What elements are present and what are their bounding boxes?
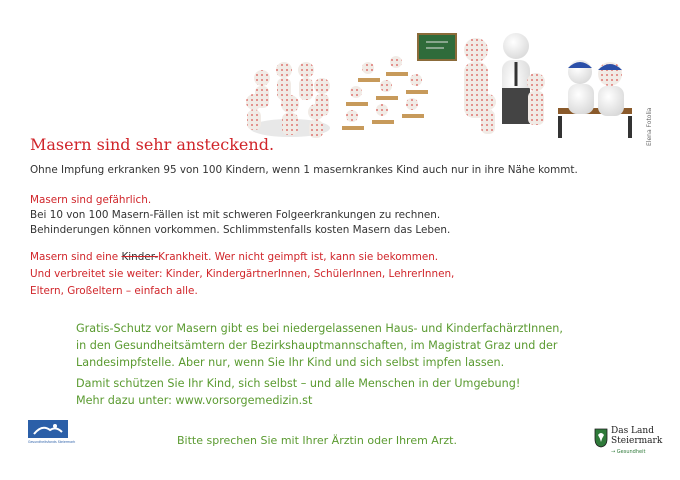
danger-line-2: Behinderungen können vorkommen. Schlimmstenfalls kosten Masern das Leben.	[30, 224, 451, 236]
land-logo-line-2: Steiermark	[611, 436, 663, 446]
protection-line-3: Landesimpfstelle. Aber nur, wenn Sie Ihr Kind und sich selbst impfen lassen.	[76, 356, 505, 369]
danger-title: Masern sind gefährlich.	[30, 194, 152, 206]
website-link[interactable]: Mehr dazu unter: www.vorsorgemedizin.st	[76, 394, 313, 407]
protection-website-line[interactable]	[76, 394, 312, 407]
headline: Masern sind sehr ansteckend.	[30, 135, 275, 154]
classroom-figures	[342, 34, 456, 130]
health-fund-logo-text: Gesundheitsfonds Steiermark	[28, 440, 76, 444]
kids-circle-figures	[246, 62, 330, 138]
danger-line-1: Bei 10 von 100 Masern-Fällen ist mit schweren Folgeerkrankungen zu rechnen.	[30, 209, 441, 221]
protection-line-1: Gratis-Schutz vor Masern gibt es bei niedergelassenen Haus- und KinderfachärztInnen,	[76, 322, 563, 335]
photo-credit: Elena Fotolia	[646, 107, 653, 146]
contagion-suffix: Krankheit. Wer nicht geimpft ist, kann sie bekommen.	[158, 251, 439, 263]
struck-word: Kinder-	[121, 251, 159, 263]
footer-text: Bitte sprechen Sie mit Ihrer Ärztin oder Ihrem Arzt.	[177, 434, 457, 447]
grandparents-figures	[558, 60, 632, 138]
coat-of-arms-icon	[594, 428, 608, 448]
contagion-line-2: Und verbreitet sie weiter: Kinder, KindergärtnerInnen, SchülerInnen, LehrerInnen,	[30, 268, 455, 280]
contagion-line-1	[30, 251, 438, 263]
health-fund-logo	[28, 420, 76, 450]
contagion-prefix: Masern sind eine	[30, 251, 122, 263]
intro-text: Ohne Impfung erkranken 95 von 100 Kindern, wenn 1 masernkrankes Kind auch nur in ihre Nähe kommt.	[30, 164, 578, 176]
land-logo-line-1: Das Land	[611, 426, 654, 436]
protection-line-2: in den Gesundheitsämtern der Bezirkshauptmannschaften, im Magistrat Graz und der	[76, 339, 558, 352]
contagion-line-3: Eltern, Großeltern – einfach alle.	[30, 285, 198, 297]
land-steiermark-logo	[594, 426, 663, 458]
land-logo-sub: → Gesundheit	[611, 449, 646, 455]
protection-line-4: Damit schützen Sie Ihr Kind, sich selbst – und alle Menschen in der Umgebung!	[76, 377, 521, 390]
measles-illustration	[240, 28, 640, 146]
family-figures	[464, 33, 545, 134]
